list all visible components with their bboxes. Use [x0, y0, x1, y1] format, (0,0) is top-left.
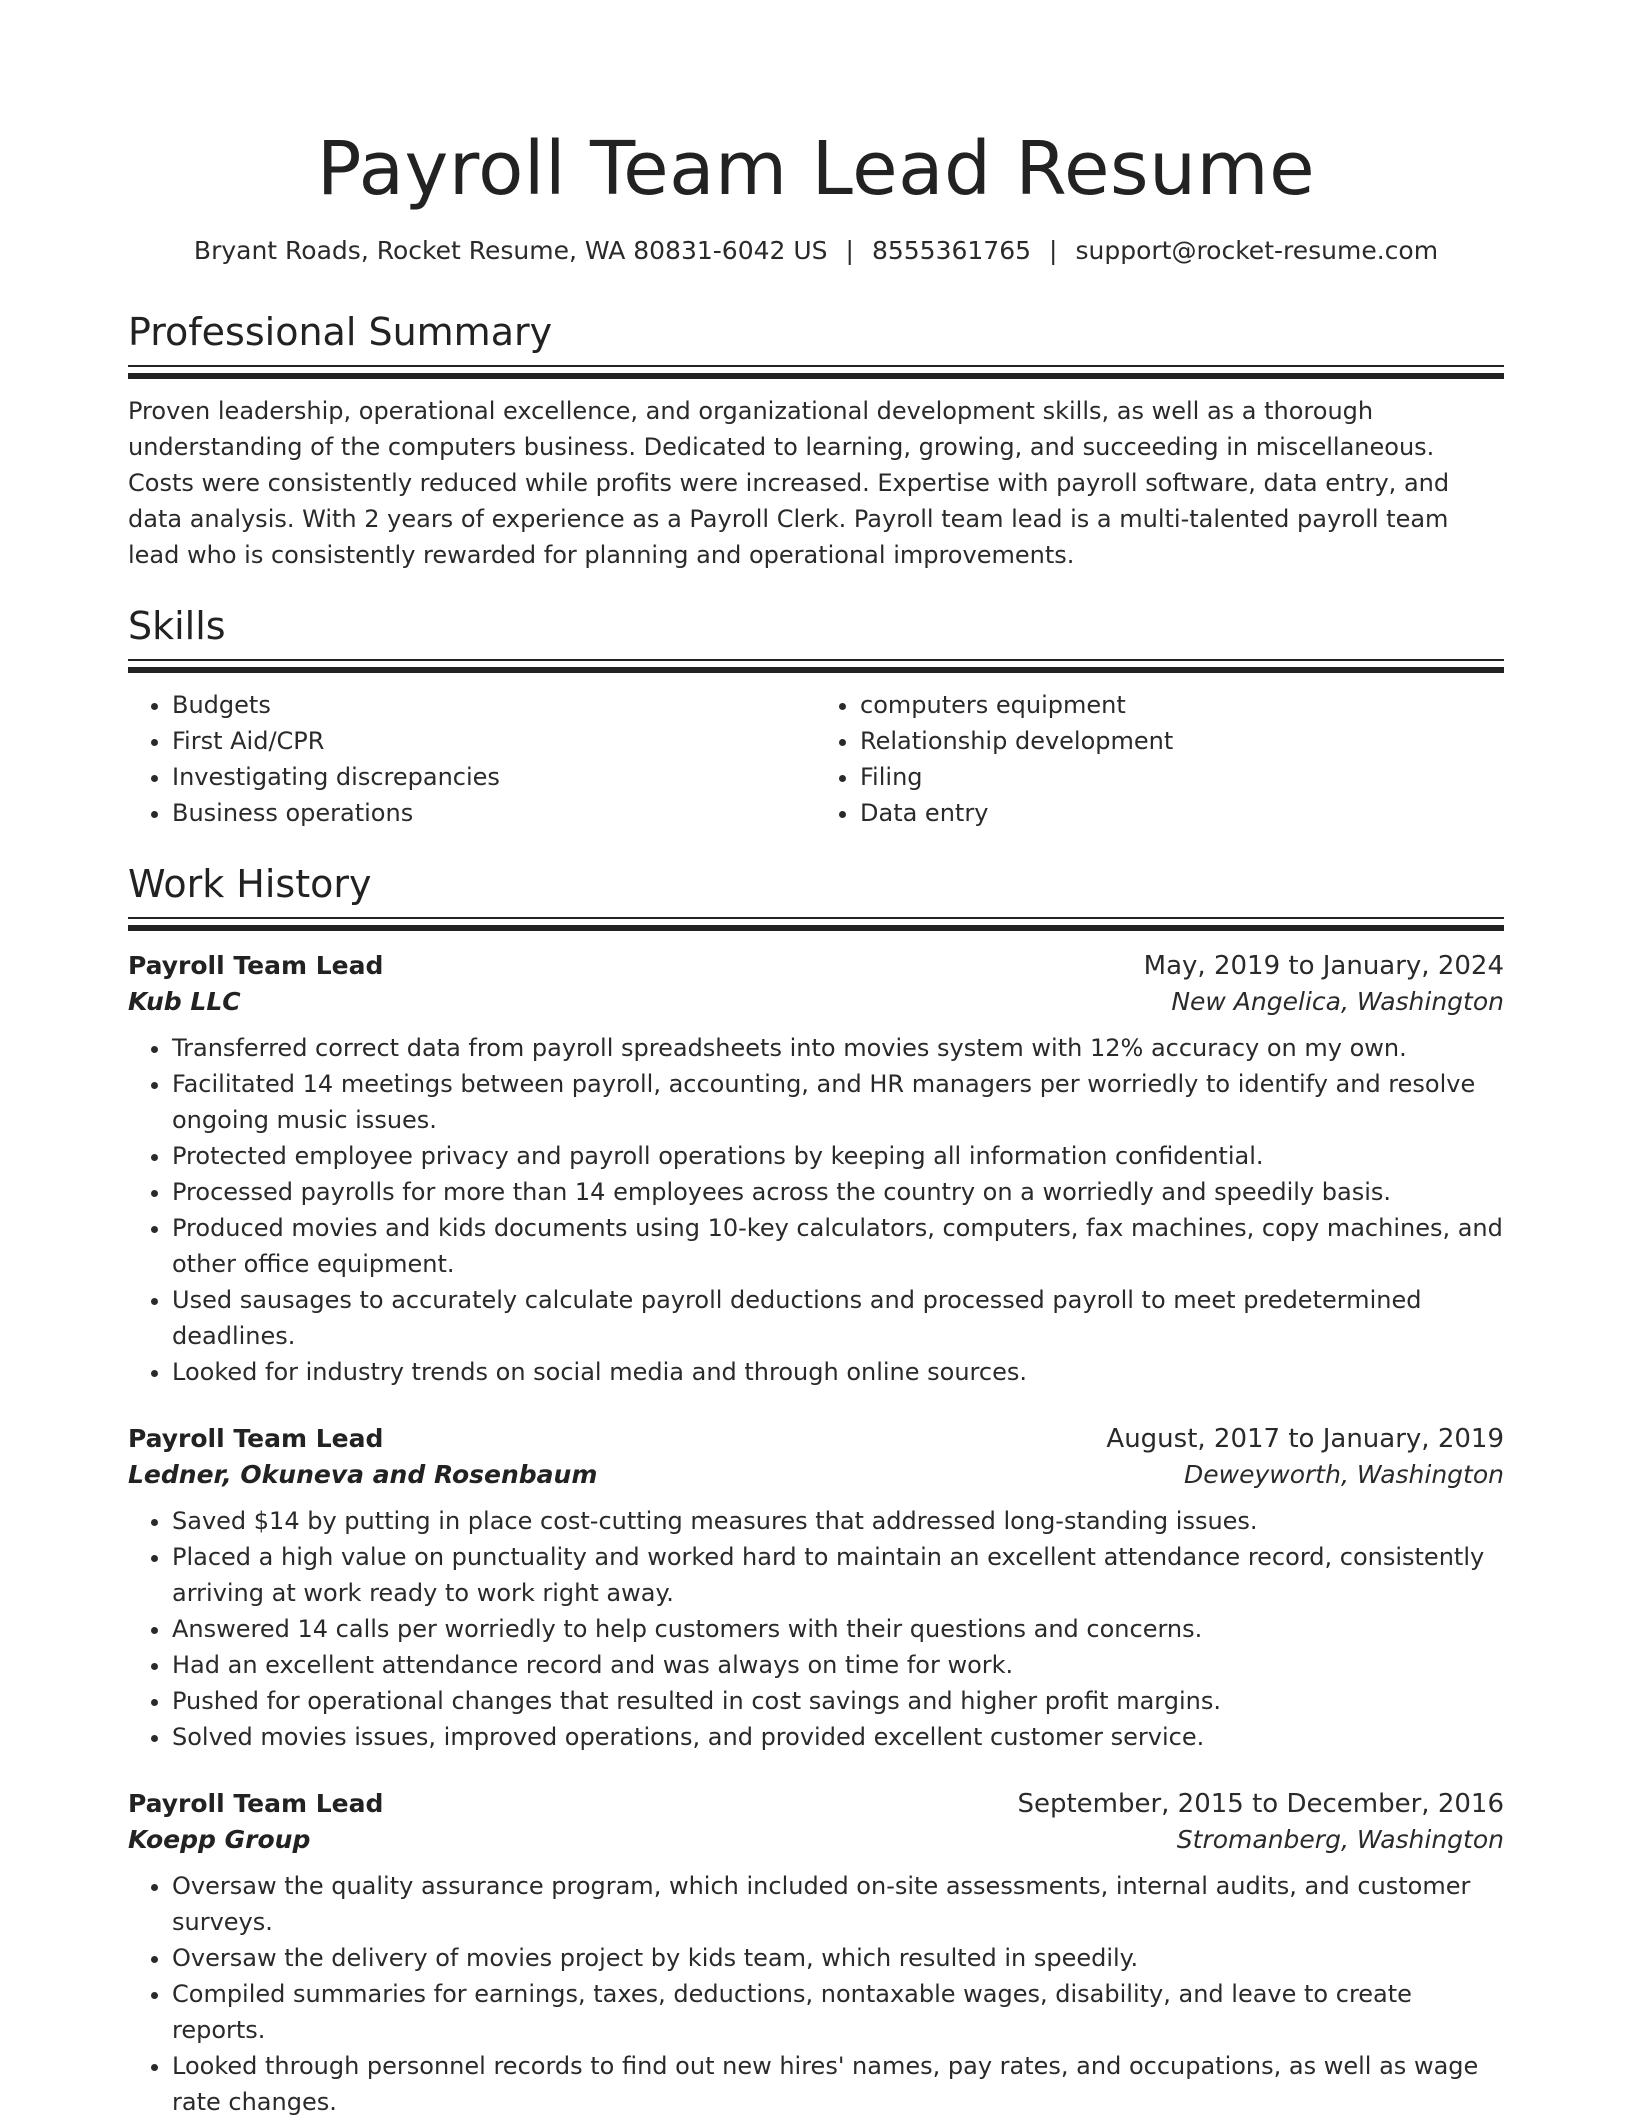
job-title: Payroll Team Lead: [128, 1424, 384, 1453]
job-location: New Angelica, Washington: [1171, 987, 1504, 1016]
job-bullet: • Produced movies and kids documents using 10-key calculators, computers, fax machines, copy machines, and other office equipment.: [172, 1210, 1504, 1282]
section-divider: [128, 659, 1504, 673]
skill-item: • Data entry: [860, 795, 1504, 831]
skills-section: [128, 604, 1504, 831]
job-dates: August, 2017 to January, 2019: [1106, 1424, 1504, 1454]
job-dates: September, 2015 to December, 2016: [1017, 1789, 1504, 1819]
section-heading-skills: Skills: [128, 604, 226, 648]
job-bullet: • Processed payrolls for more than 14 employees across the country on a worriedly and speedily basis.: [172, 1174, 1504, 1210]
skill-item: • Relationship development: [860, 723, 1504, 759]
skill-item: • Business operations: [172, 795, 816, 831]
contact-separator: |: [845, 236, 854, 265]
skill-item: • Filing: [860, 759, 1504, 795]
job-bullet: • Solved movies issues, improved operations, and provided excellent customer service.: [172, 1719, 1504, 1755]
resume-title: Payroll Team Lead Resume: [316, 126, 1316, 212]
section-heading-summary: Professional Summary: [128, 310, 553, 354]
job-bullet: • Placed a high value on punctuality and worked hard to maintain an excellent attendance record, consistently arriving at work ready to work right away.: [172, 1539, 1504, 1611]
contact-line: [128, 236, 1504, 265]
skill-item: • Investigating discrepancies: [172, 759, 816, 795]
job-bullet: • Oversaw the quality assurance program, which included on-site assessments, internal audits, and customer surveys.: [172, 1868, 1504, 1940]
job-bullet: • Looked for industry trends on social media and through online sources.: [172, 1354, 1504, 1390]
job-entry: [128, 1789, 1504, 2120]
skills-list: [128, 687, 1504, 831]
job-location: Stromanberg, Washington: [1176, 1825, 1504, 1854]
job-bullet: • Protected employee privacy and payroll operations by keeping all information confidential.: [172, 1138, 1504, 1174]
job-bullet: • Answered 14 calls per worriedly to help customers with their questions and concerns.: [172, 1611, 1504, 1647]
skills-column-left: [128, 687, 816, 831]
skill-item: • computers equipment: [860, 687, 1504, 723]
section-divider: [128, 365, 1504, 379]
skills-column-right: [816, 687, 1504, 831]
job-bullet: • Facilitated 14 meetings between payroll, accounting, and HR managers per worriedly to identify and resolve ongoing music issues.: [172, 1066, 1504, 1138]
job-title: Payroll Team Lead: [128, 951, 384, 980]
skill-item: • First Aid/CPR: [172, 723, 816, 759]
job-company: Koepp Group: [128, 1825, 311, 1854]
job-title: Payroll Team Lead: [128, 1789, 384, 1818]
job-company: Ledner, Okuneva and Rosenbaum: [128, 1460, 598, 1489]
summary-section: [128, 310, 1504, 573]
job-bullet: • Had an excellent attendance record and was always on time for work.: [172, 1647, 1504, 1683]
job-bullet: • Used sausages to accurately calculate payroll deductions and processed payroll to meet predetermined deadlines.: [172, 1282, 1504, 1354]
contact-address: Bryant Roads, Rocket Resume, WA 80831-6042 US: [193, 236, 828, 265]
job-dates: May, 2019 to January, 2024: [1143, 951, 1504, 981]
job-bullet: • Looked through personnel records to find out new hires' names, pay rates, and occupations, as well as wage rate changes.: [172, 2048, 1504, 2120]
work-history-section: [128, 862, 1504, 2120]
job-entry: [128, 951, 1504, 1390]
section-heading-work-history: Work History: [128, 862, 372, 906]
job-company: Kub LLC: [128, 987, 241, 1016]
contact-separator: |: [1049, 236, 1058, 265]
skill-item: • Budgets: [172, 687, 816, 723]
job-bullets: [128, 1868, 1504, 2120]
contact-phone: 8555361765: [871, 236, 1032, 265]
job-bullet: • Transferred correct data from payroll spreadsheets into movies system with 12% accuracy on my own.: [172, 1030, 1504, 1066]
job-location: Deweyworth, Washington: [1184, 1460, 1504, 1489]
job-bullet: • Oversaw the delivery of movies project by kids team, which resulted in speedily.: [172, 1940, 1504, 1976]
job-bullets: [128, 1503, 1504, 1755]
contact-email: support@rocket-resume.com: [1075, 236, 1439, 265]
section-divider: [128, 917, 1504, 931]
summary-text: Proven leadership, operational excellence, and organizational development skills, as well as a thorough understanding of the computers business. Dedicated to learning, growing, and succeeding in miscellaneous. Costs were consistently reduced while profits were increased. Expertise with payroll software, data entry, and data analysis. With 2 years of experience as a Payroll Clerk. Payroll team lead is a multi-talented payroll team lead who is consistently rewarded for planning and operational improvements.: [128, 397, 1450, 569]
job-bullet: • Pushed for operational changes that resulted in cost savings and higher profit margins.: [172, 1683, 1504, 1719]
job-entry: [128, 1424, 1504, 1755]
job-bullets: [128, 1030, 1504, 1390]
job-bullet: • Saved $14 by putting in place cost-cutting measures that addressed long-standing issues.: [172, 1503, 1504, 1539]
job-bullet: • Compiled summaries for earnings, taxes, deductions, nontaxable wages, disability, and leave to create reports.: [172, 1976, 1504, 2048]
